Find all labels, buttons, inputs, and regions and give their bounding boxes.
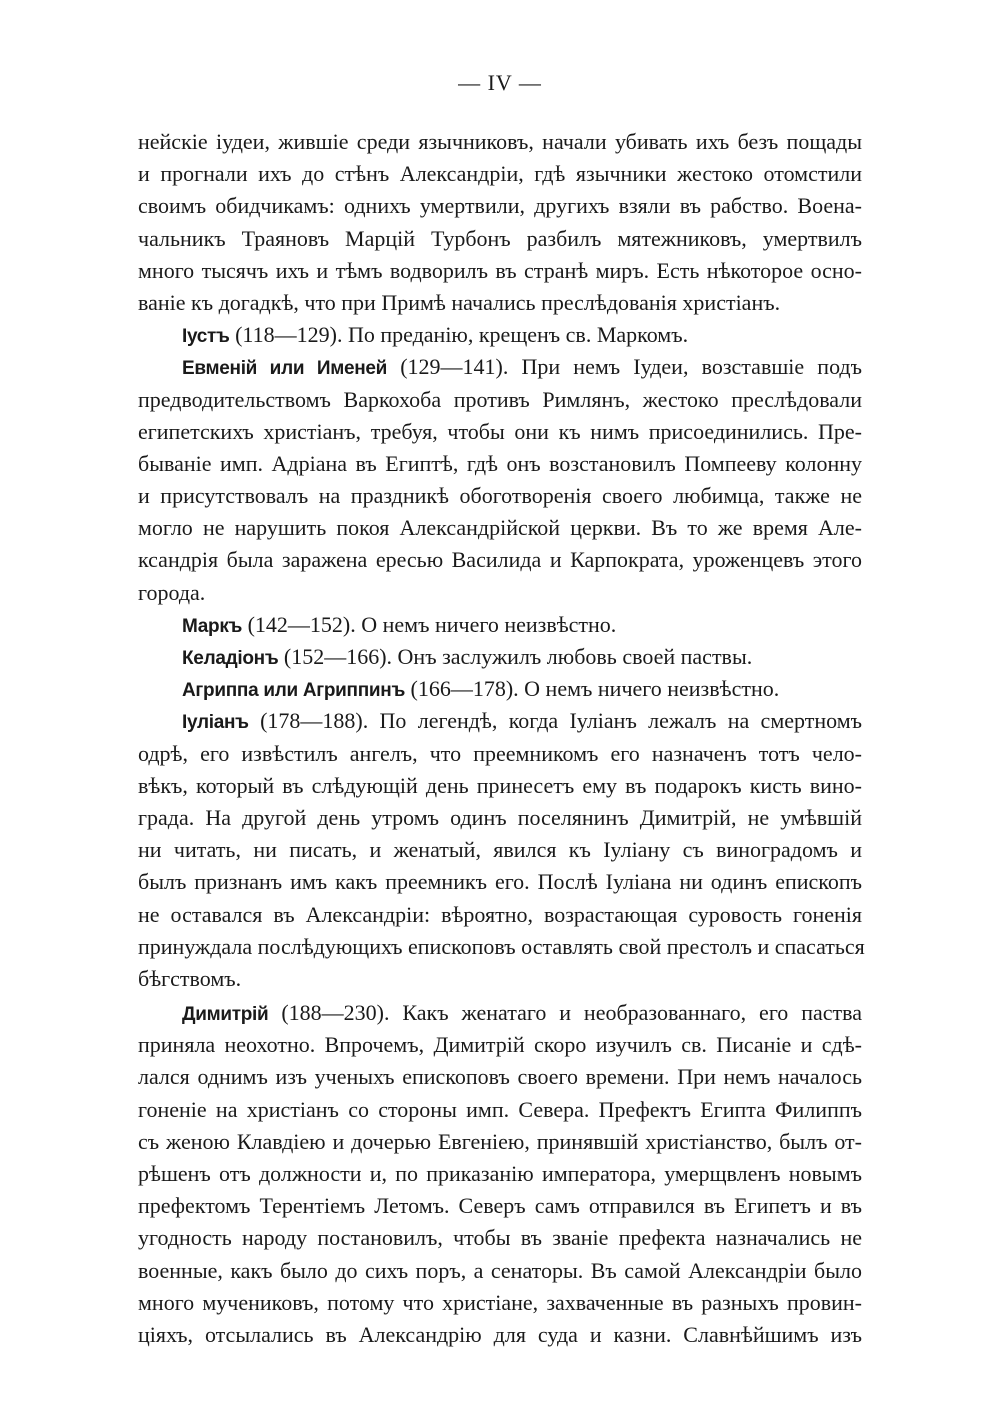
page-number: — IV —: [458, 70, 542, 95]
line-text: (178—188). По легендѣ, когда Іуліанъ лежалъ на смертномъ: [248, 708, 862, 734]
text-line: [138, 1287, 862, 1319]
text-line: [138, 802, 862, 834]
line-text: (152—166). Онъ заслужилъ любовь своей паствы.: [278, 644, 753, 669]
line-text: одрѣ, его извѣстилъ ангелъ, что преемникомъ его назначенъ тотъ чело-: [138, 740, 862, 766]
line-text: рѣшенъ отъ должности и, по приказанію императора, умерщвленъ новымъ: [138, 1161, 862, 1186]
text-line: [138, 1158, 862, 1190]
entry-heading: Іустъ: [182, 326, 230, 348]
line-text: съ женою Клавдіею и дочерью Евгеніею, принявшій христіанство, былъ от-: [138, 1128, 862, 1154]
line-text: военные, какъ было до сихъ поръ, а сенаторы. Въ самой Александріи было: [138, 1257, 862, 1283]
line-text: (142—152). О немъ ничего неизвѣстно.: [242, 611, 617, 637]
line-text: много мучениковъ, потому что христіане, захваченные въ разныхъ провин-: [138, 1289, 862, 1315]
line-text: угодность народу постановилъ, чтобы въ званіе префекта назначались не: [138, 1225, 862, 1251]
text-line: [138, 223, 862, 255]
text-line: [138, 448, 862, 480]
text-line: [138, 544, 862, 576]
line-text: много тысячъ ихъ и тѣмъ водворилъ въ странѣ миръ. Есть нѣкоторое осно-: [138, 257, 862, 283]
line-text: и присутствовалъ на праздникѣ обоготворенія своего любимца, также не: [138, 483, 862, 509]
entry-heading: Димитрій: [182, 1004, 269, 1026]
line-text: города.: [138, 579, 206, 605]
line-text: бываніе имп. Адріана въ Египтѣ, гдѣ онъ возстановилъ Помпееву колонну: [138, 450, 862, 476]
text-line: [138, 963, 862, 995]
line-text: былъ признанъ имъ какъ преемникъ его. Послѣ Іуліана ни одинъ епископъ: [138, 869, 862, 895]
line-text: принуждала послѣдующихъ епископовъ оставлять свой престолъ и спасаться: [138, 933, 865, 959]
entry-heading: Іуліанъ: [182, 712, 249, 734]
text-line: [138, 738, 862, 770]
line-text: могло не нарушить покоя Александрійской церкви. Въ то же время Але-: [138, 515, 862, 541]
text-line: [138, 609, 862, 641]
entry-heading: Агриппа или Агриппинъ: [182, 680, 406, 702]
text-line: [138, 126, 862, 158]
line-text: нейскіе іудеи, жившіе среди язычниковъ, начали убивать ихъ безъ пощады: [138, 129, 862, 154]
text-line: [138, 931, 865, 963]
line-text: града. На другой день утромъ одинъ поселянинъ Димитрій, не умѣвшій: [138, 804, 862, 830]
text-line: [138, 641, 862, 673]
line-text: префектомъ Терентіемъ Летомъ. Северъ самъ отправился въ Египетъ и въ: [138, 1193, 862, 1219]
line-text: ксандрія была заражена ересью Василида и Карпократа, уроженцевъ этого: [138, 547, 862, 573]
line-text: своимъ обидчикамъ: однихъ умертвили, другихъ взяли въ рабство. Воена-: [138, 193, 862, 219]
entry-heading: Евменій или Именей: [182, 358, 388, 380]
text-line: [138, 416, 862, 448]
text-line: [138, 866, 862, 898]
text-line: [138, 190, 862, 222]
line-text: чальникъ Траяновъ Марцій Турбонъ разбилъ мятежниковъ, умертвилъ: [138, 225, 862, 251]
text-line: [138, 384, 862, 416]
text-line: [138, 1222, 862, 1254]
line-text: (188—230). Какъ женатаго и необразованнаго, его паства: [268, 1000, 862, 1026]
text-line: [138, 287, 862, 319]
text-line: [138, 319, 862, 351]
text-line: [138, 705, 862, 737]
text-line: [138, 255, 862, 287]
line-text: и прогнали ихъ до стѣнъ Александріи, гдѣ язычники жестоко отомстили: [138, 161, 862, 187]
line-text: египетскихъ христіанъ, требуя, чтобы они къ нимъ присоединились. Пре-: [138, 418, 862, 444]
line-text: (129—141). При немъ Іудеи, возставшіе подъ: [387, 354, 863, 380]
text-line: [138, 1190, 862, 1222]
text-line: [138, 512, 862, 544]
line-text: вѣкъ, который въ слѣдующій день принесетъ ему въ подарокъ кисть вино-: [138, 772, 862, 798]
text-line: [138, 770, 862, 802]
body-text: [138, 126, 865, 1351]
line-text: не оставался въ Александріи: вѣроятно, возрастающая суровость гоненія: [138, 901, 862, 927]
text-line: [138, 480, 862, 512]
entry-heading: Келадіонъ: [182, 648, 279, 669]
text-line: [138, 1319, 862, 1351]
text-line: [138, 899, 862, 931]
text-line: [138, 577, 862, 609]
text-line: [138, 1126, 862, 1158]
text-line: [138, 1029, 862, 1061]
text-line: [138, 158, 862, 190]
line-text: ваніе къ догадкѣ, что при Примѣ начались преслѣдованія христіанъ.: [138, 289, 781, 315]
line-text: ціяхъ, отсылались въ Александрію для суда и казни. Славнѣйшимъ изъ: [138, 1321, 862, 1347]
line-text: (118—129). По преданію, крещенъ св. Маркомъ.: [229, 322, 689, 348]
line-text: гоненіе на христіанъ со стороны имп. Севера. Префектъ Египта Филиппъ: [138, 1096, 862, 1122]
line-text: (166—178). О немъ ничего неизвѣстно.: [405, 676, 780, 702]
text-line: [138, 673, 862, 705]
entry-heading: Маркъ: [182, 615, 243, 637]
line-text: лался однимъ изъ ученыхъ епископовъ своего времени. При немъ началось: [138, 1064, 862, 1090]
text-line: [138, 351, 862, 383]
line-text: приняла неохотно. Впрочемъ, Димитрій скоро изучилъ св. Писаніе и сдѣ-: [138, 1032, 862, 1058]
line-text: ни читать, ни писать, и женатый, явился къ Іуліану съ виноградомъ и: [138, 837, 862, 863]
text-line: [138, 1094, 862, 1126]
line-text: предводительствомъ Варкохоба противъ Римлянъ, жестоко преслѣдовали: [138, 386, 862, 412]
text-line: [138, 1061, 862, 1093]
text-line: [138, 1255, 862, 1287]
line-text: бѣгствомъ.: [138, 965, 242, 991]
text-line: [138, 997, 862, 1029]
text-line: [138, 834, 862, 866]
